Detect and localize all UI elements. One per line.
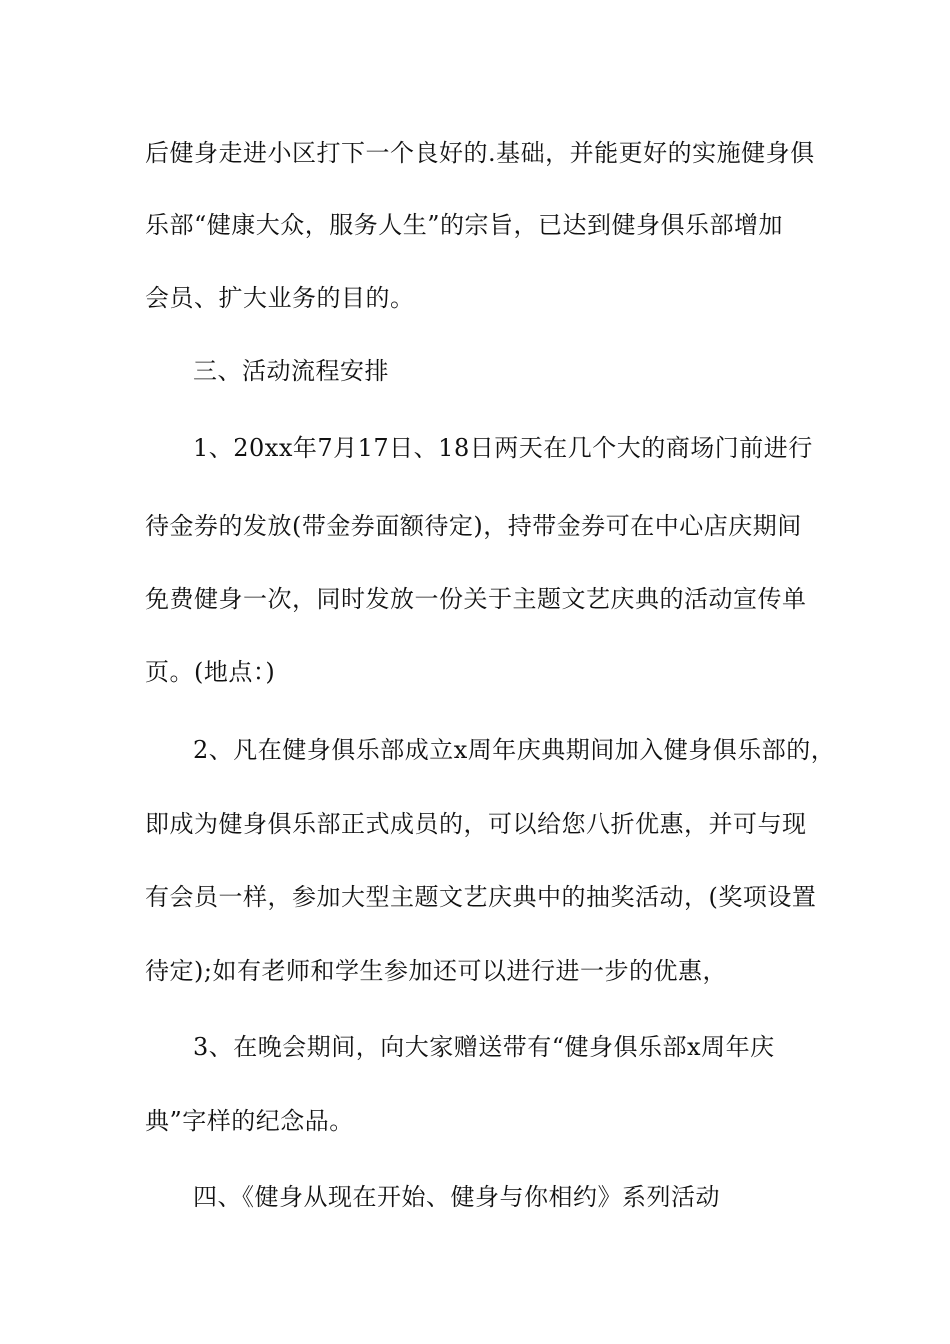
paragraph-line: 1、20xx年7月17日、18日两天在几个大的商场门前进行 — [193, 434, 813, 462]
paragraph-line: 待金券的发放(带金券面额待定)，持带金券可在中心店庆期间 — [145, 512, 802, 540]
paragraph-line: 会员、扩大业务的目的。 — [145, 284, 415, 312]
paragraph-line: 2、凡在健身俱乐部成立x周年庆典期间加入健身俱乐部的， — [193, 736, 836, 764]
paragraph-line: 即成为健身俱乐部正式成员的，可以给您八折优惠，并可与现 — [145, 810, 807, 838]
paragraph-line: 待定);如有老师和学生参加还可以进行进一步的优惠， — [145, 957, 727, 985]
section-heading: 四、《健身从现在开始、健身与你相约》系列活动 — [193, 1183, 720, 1211]
paragraph-line: 后健身走进小区打下一个良好的.基础，并能更好的实施健身俱 — [145, 139, 815, 167]
paragraph-line: 免费健身一次，同时发放一份关于主题文艺庆典的活动宣传单 — [145, 585, 807, 613]
paragraph-line: 页。(地点：) — [145, 658, 276, 686]
paragraph-line: 有会员一样，参加大型主题文艺庆典中的抽奖活动，(奖项设置 — [145, 883, 817, 911]
paragraph-line: 乐部“健康大众，服务人生”的宗旨，已达到健身俱乐部增加 — [145, 211, 784, 239]
paragraph-line: 典”字样的纪念品。 — [145, 1107, 354, 1135]
paragraph-line: 3、在晚会期间，向大家赠送带有“健身俱乐部x周年庆 — [193, 1033, 775, 1061]
section-heading: 三、活动流程安排 — [193, 357, 389, 385]
